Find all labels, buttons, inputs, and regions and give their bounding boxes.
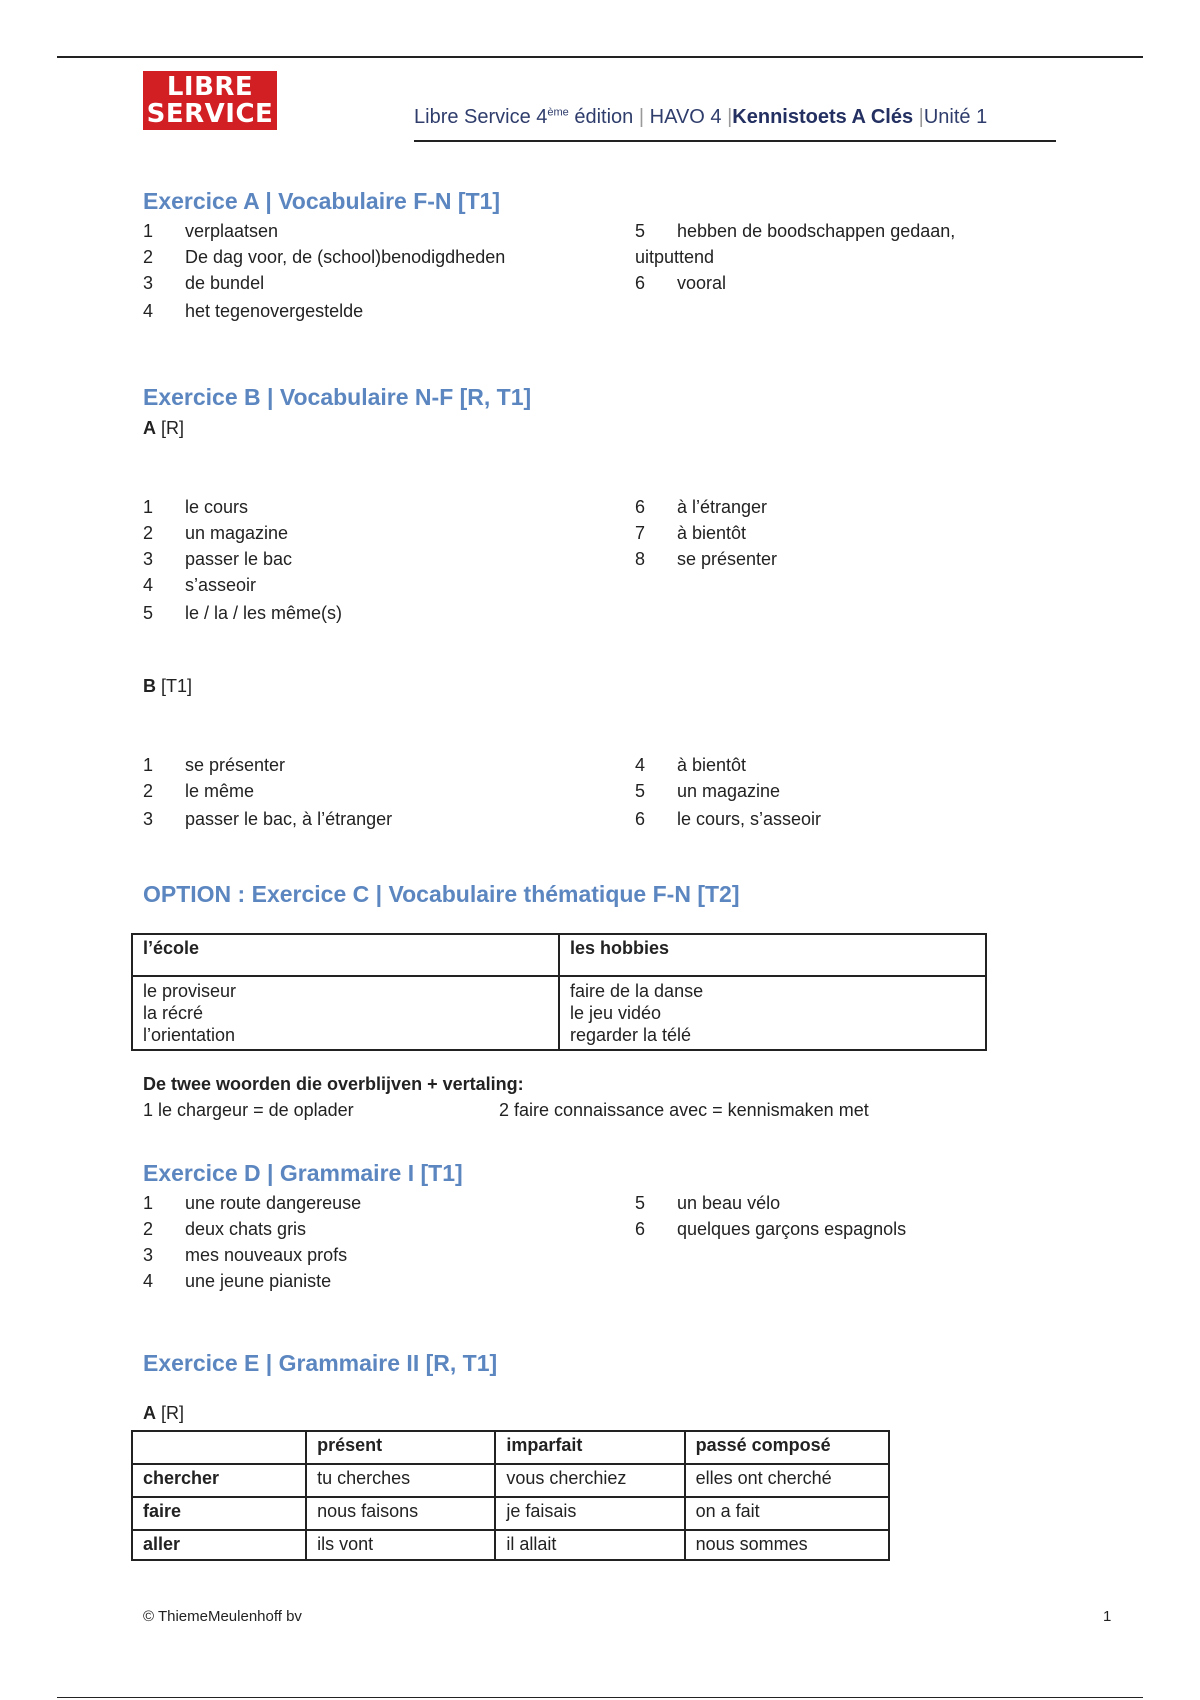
exb-a-item-1: le cours (185, 497, 249, 517)
exa-num-2: 2 (143, 247, 154, 267)
footer-page-number: 1 (1103, 1608, 1112, 1625)
header-separator: | (638, 106, 645, 128)
exb-part-b-label (143, 676, 192, 697)
header-book: Libre Service 4 (414, 106, 548, 128)
exe-cell: nous sommes (685, 1530, 889, 1560)
exb-b-item-2: le même (185, 781, 255, 801)
logo-line-2: SERVICE (146, 99, 274, 129)
exb-b-num-4: 4 (635, 755, 646, 775)
exb-part-a-label (143, 418, 184, 439)
exb-part-a-letter: A (143, 418, 156, 438)
exc-col2-cell (559, 976, 986, 1050)
exb-a-item-3: passer le bac (185, 549, 293, 569)
exe-part-a-letter: A (143, 1403, 156, 1423)
exa-item-2: De dag voor, de (school)benodigdheden (185, 247, 506, 267)
exc-col1-item: la récré (143, 1003, 204, 1023)
exa-num-6: 6 (635, 273, 646, 293)
exe-cell: je faisais (495, 1497, 684, 1530)
footer-copyright: © ThiemeMeulenhoff bv (143, 1608, 302, 1625)
header-separator: | (918, 106, 924, 128)
exb-a-item-5: le / la / les même(s) (185, 603, 343, 623)
exc-col2-header: les hobbies (559, 934, 986, 976)
exc-vocabulary-table (131, 933, 987, 1051)
exd-num-6: 6 (635, 1219, 646, 1239)
exb-b-item-3: passer le bac, à l’étranger (185, 809, 393, 829)
header-unit: Unité 1 (923, 106, 988, 128)
exb-b-item-4: à bientôt (677, 755, 747, 775)
exb-b-num-2: 2 (143, 781, 154, 801)
header-level: HAVO 4 (649, 106, 722, 128)
exb-a-num-7: 7 (635, 523, 646, 543)
header-edition-sup: ème (547, 106, 569, 119)
bottom-rule (57, 1697, 1143, 1698)
exa-item-6: vooral (677, 273, 727, 293)
exc-col1-item: le proviseur (143, 981, 237, 1001)
exd-num-4: 4 (143, 1271, 154, 1291)
exe-part-a-tag: [R] (156, 1403, 185, 1423)
exb-a-num-3: 3 (143, 549, 154, 569)
exd-item-5: un beau vélo (677, 1193, 781, 1213)
exb-a-num-8: 8 (635, 549, 646, 569)
exe-header-cell: présent (306, 1431, 495, 1464)
exa-item-4: het tegenovergestelde (185, 301, 364, 321)
header-edition: édition (568, 106, 634, 128)
exc-col1-header: l’école (132, 934, 559, 976)
exe-cell: vous cherchiez (495, 1464, 684, 1497)
exc-remaining-1: 1 le chargeur = de oplader (143, 1100, 354, 1120)
header-test: Kennistoets A Clés (732, 106, 914, 128)
exe-cell: tu cherches (306, 1464, 495, 1497)
exd-num-2: 2 (143, 1219, 154, 1239)
exb-a-item-6: à l’étranger (677, 497, 768, 517)
exe-cell: il allait (495, 1530, 684, 1560)
exb-a-num-5: 5 (143, 603, 154, 623)
table-row (132, 1530, 889, 1560)
exc-col2-item: regarder la télé (570, 1025, 692, 1045)
exa-num-3: 3 (143, 273, 154, 293)
exb-b-item-1: se présenter (185, 755, 286, 775)
exa-item-5-cont: uitputtend (635, 247, 715, 267)
exe-header-cell: imparfait (495, 1431, 684, 1464)
exb-a-num-1: 1 (143, 497, 154, 517)
exb-a-num-2: 2 (143, 523, 154, 543)
exa-num-4: 4 (143, 301, 154, 321)
exa-item-3: de bundel (185, 273, 265, 293)
exb-b-num-1: 1 (143, 755, 154, 775)
exd-item-6: quelques garçons espagnols (677, 1219, 907, 1239)
exb-a-num-4: 4 (143, 575, 154, 595)
exb-part-b-tag: [T1] (156, 676, 193, 696)
exe-cell: nous faisons (306, 1497, 495, 1530)
exe-cell: on a fait (685, 1497, 889, 1530)
exe-verb-cell: chercher (132, 1464, 306, 1497)
exb-a-item-2: un magazine (185, 523, 289, 543)
top-rule (57, 56, 1143, 58)
exb-a-item-8: se présenter (677, 549, 778, 569)
exercise-c-title: OPTION : Exercice C | Vocabulaire thématique F-N [T2] (143, 881, 740, 907)
exb-b-num-6: 6 (635, 809, 646, 829)
exe-cell: elles ont cherché (685, 1464, 889, 1497)
exb-part-a-tag: [R] (156, 418, 185, 438)
exa-num-5: 5 (635, 221, 646, 241)
exb-b-num-5: 5 (635, 781, 646, 801)
exc-remaining-2: 2 faire connaissance avec = kennismaken met (499, 1100, 869, 1120)
libre-service-logo (143, 71, 277, 130)
exc-remaining-label: De twee woorden die overblijven + vertaling: (143, 1074, 524, 1094)
exb-b-item-6: le cours, s’asseoir (677, 809, 822, 829)
table-row (132, 1464, 889, 1497)
exercise-d-title: Exercice D | Grammaire I [T1] (143, 1160, 463, 1186)
exd-item-2: deux chats gris (185, 1219, 307, 1239)
exd-num-1: 1 (143, 1193, 154, 1213)
exb-part-b-letter: B (143, 676, 156, 696)
document-header (414, 106, 1056, 142)
exb-b-item-5: un magazine (677, 781, 781, 801)
exe-verb-cell: aller (132, 1530, 306, 1560)
exb-a-item-4: s’asseoir (185, 575, 257, 595)
exb-a-num-6: 6 (635, 497, 646, 517)
logo-line-1: LIBRE (166, 72, 254, 102)
exercise-b-title: Exercice B | Vocabulaire N-F [R, T1] (143, 384, 532, 410)
exe-part-a-label (143, 1403, 184, 1424)
exe-header-cell (132, 1431, 306, 1464)
exe-cell: ils vont (306, 1530, 495, 1560)
exd-item-3: mes nouveaux profs (185, 1245, 348, 1265)
exd-num-3: 3 (143, 1245, 154, 1265)
exe-verb-cell: faire (132, 1497, 306, 1530)
exb-a-item-7: à bientôt (677, 523, 747, 543)
exc-col1-cell (132, 976, 559, 1050)
exd-item-4: une jeune pianiste (185, 1271, 332, 1291)
exa-num-1: 1 (143, 221, 154, 241)
exercise-a-title: Exercice A | Vocabulaire F-N [T1] (143, 188, 501, 214)
exb-b-num-3: 3 (143, 809, 154, 829)
exercise-e-title: Exercice E | Grammaire II [R, T1] (143, 1350, 498, 1376)
exa-item-1: verplaatsen (185, 221, 279, 241)
exc-col2-item: le jeu vidéo (570, 1003, 662, 1023)
exe-conjugation-table (131, 1430, 890, 1561)
exd-num-5: 5 (635, 1193, 646, 1213)
table-row (132, 1497, 889, 1530)
exe-header-cell: passé composé (685, 1431, 889, 1464)
header-separator: | (727, 106, 733, 128)
exd-item-1: une route dangereuse (185, 1193, 362, 1213)
exc-col1-item: l’orientation (143, 1025, 236, 1045)
exc-col2-item: faire de la danse (570, 981, 704, 1001)
exa-item-5: hebben de boodschappen gedaan, (677, 221, 956, 241)
